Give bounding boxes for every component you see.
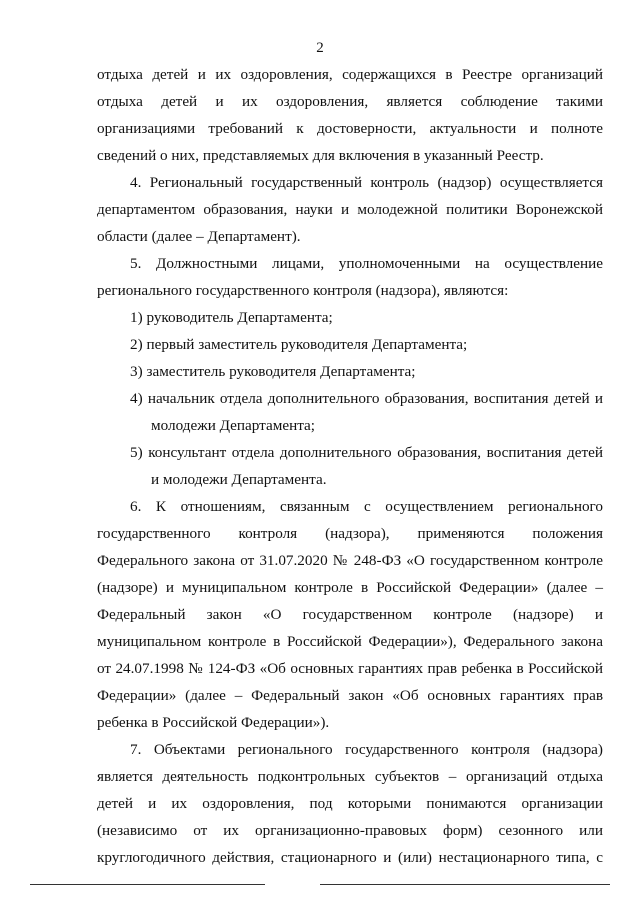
- text-line: сведений о них, представляемых для включения в указанный Реестр.: [97, 147, 544, 164]
- list-item-continuation: и молодежи Департамента.: [151, 471, 327, 488]
- text-line: Федерального закона от 31.07.2020 № 248-ФЗ «О государственном контроле: [97, 552, 603, 569]
- text-line: государственного контроля (надзора), применяются положения: [97, 525, 603, 542]
- text-line: (надзоре) и муниципальном контроле в Российской Федерации» (далее –: [97, 579, 603, 596]
- list-item-continuation: молодежи Департамента;: [151, 417, 315, 434]
- paragraph-first-line: 4. Региональный государственный контроль (надзор) осуществляется: [130, 174, 603, 191]
- text-line: отдыха детей и их оздоровления, является соблюдение такими: [97, 93, 603, 110]
- text-line: круглогодичного действия, стационарного и (или) нестационарного типа, с: [97, 849, 603, 866]
- text-line: области (далее – Департамент).: [97, 228, 301, 245]
- list-item: 3) заместитель руководителя Департамента;: [130, 363, 416, 380]
- text-line: Федерации» (далее – Федеральный закон «Об основных гарантиях прав: [97, 687, 603, 704]
- text-line: ребенка в Российской Федерации»).: [97, 714, 330, 731]
- list-item: 4) начальник отдела дополнительного образования, воспитания детей и: [130, 390, 603, 407]
- footer-rule: [30, 884, 265, 885]
- text-line: детей и их оздоровления, под которыми понимаются организации: [97, 795, 603, 812]
- text-line: является деятельность подконтрольных субъектов – организаций отдыха: [97, 768, 603, 785]
- paragraph-first-line: 7. Объектами регионального государственного контроля (надзора): [130, 741, 603, 758]
- text-line: муниципальном контроле в Российской Федерации»), Федерального закона: [97, 633, 603, 650]
- text-line: организациями требований к достоверности, актуальности и полноте: [97, 120, 603, 137]
- list-item: 1) руководитель Департамента;: [130, 309, 333, 326]
- page-number: 2: [316, 40, 324, 56]
- text-line: департаментом образования, науки и молодежной политики Воронежской: [97, 201, 603, 218]
- footer-rule: [320, 884, 610, 885]
- text-line: (независимо от их организационно-правовых форм) сезонного или: [97, 822, 603, 839]
- list-item: 5) консультант отдела дополнительного образования, воспитания детей: [130, 444, 603, 461]
- text-line: отдыха детей и их оздоровления, содержащихся в Реестре организаций: [97, 66, 603, 83]
- text-line: регионального государственного контроля (надзора), являются:: [97, 282, 509, 299]
- paragraph-first-line: 6. К отношениям, связанным с осуществлением регионального: [130, 498, 603, 515]
- paragraph-first-line: 5. Должностными лицами, уполномоченными на осуществление: [130, 255, 603, 272]
- list-item: 2) первый заместитель руководителя Департамента;: [130, 336, 468, 353]
- text-line: Федеральный закон «О государственном контроле (надзоре) и: [97, 606, 603, 623]
- text-line: от 24.07.1998 № 124-ФЗ «Об основных гарантиях прав ребенка в Российской: [97, 660, 603, 677]
